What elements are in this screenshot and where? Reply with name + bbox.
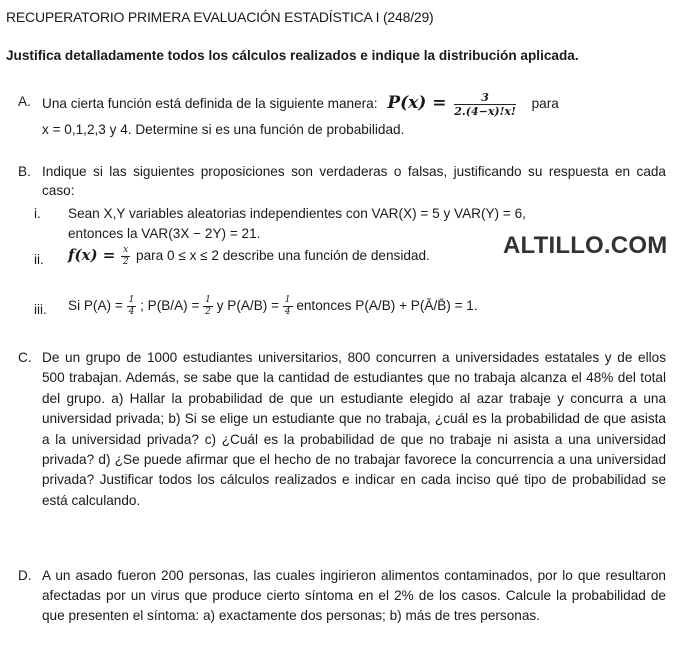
question-a-frac-den: 2.(4−x)!x! (454, 105, 516, 118)
question-b-iii-mid2: y P(A/B) = (216, 298, 280, 314)
question-a-line1 (42, 92, 654, 117)
question-a-frac-num: 3 (454, 92, 516, 105)
question-b-iii-frac1-den: 4 (128, 307, 135, 317)
question-b-ii-frac-num: x (123, 245, 129, 255)
question-c-letter: C. (18, 350, 32, 365)
question-b-ii-line (68, 246, 430, 267)
question-b-iii-frac2-den: 2 (205, 307, 211, 317)
question-a-line2: x = 0,1,2,3 y 4. Determine si es una función de probabilidad. (42, 122, 405, 137)
question-b-iii-frac3-num: 1 (284, 295, 291, 305)
question-b-iii-frac2-num: 1 (205, 295, 211, 305)
question-b-ii-frac-den: 2 (122, 257, 129, 267)
question-b-ii-func: f(x) = (68, 246, 116, 265)
question-a-fraction (454, 92, 516, 117)
instructions: Justifica detalladamente todos los cálculos realizados e indique la distribución aplicada. (6, 48, 579, 63)
question-b-iii-frac3 (283, 296, 293, 317)
question-b-iii-frac1-num: 1 (128, 295, 135, 305)
question-b-i-number: i. (34, 206, 41, 221)
question-b-iii-number: iii. (34, 302, 47, 317)
question-a-letter: A. (18, 94, 31, 109)
exam-title: RECUPERATORIO PRIMERA EVALUACIÓN ESTADÍSTICA I (248/29) (6, 9, 434, 25)
question-b-letter: B. (18, 164, 31, 179)
question-b-iii-mid1: ; P(B/A) = (140, 298, 200, 314)
question-b-intro: Indique si las siguientes proposiciones son verdaderas o falsas, justificando su respuesta en cada caso: (42, 164, 666, 198)
question-c-text: De un grupo de 1000 estudiantes universitarios, 800 concurren a universidades estatales y de ellos 500 trabajan. Además, se sabe que la cantidad de estudiantes que no trabaja alcanza el 48% del total del grupo. a) Hallar la probabilidad de que un estudiante elegido al azar trabaje y concurra a una universidad privada; b) Si se elige un estudiante que no trabaja, ¿cuál es la probabilidad de que asista a la universidad privada? c) ¿Cuál es la probabilidad de que no trabaje ni asista a una universidad privada? d) ¿Se puede afirmar que el hecho de no trabajar favorece la concurrencia a una universidad privada? Justificar todos los cálculos realizados e indicar en cada inciso qué tipo de probabilidad se está calculando. (42, 350, 666, 508)
watermark-logo: ALTILLO.COM (503, 232, 668, 259)
question-b-i-line2: entonces la VAR(3X − 2Y) = 21. (68, 226, 261, 241)
question-b-iii-frac2 (203, 296, 213, 317)
question-b-iii-si: Si P(A) = (68, 298, 123, 314)
question-a-func: P(x) = (387, 93, 447, 114)
question-d-letter: D. (18, 568, 32, 583)
question-b-ii-tail: para 0 ≤ x ≤ 2 describe una función de densidad. (136, 248, 430, 264)
question-b-i-line1: Sean X,Y variables aleatorias independientes con VAR(X) = 5 y VAR(Y) = 6, (68, 206, 526, 221)
question-b-iii-frac1 (127, 296, 137, 317)
question-b-iii-line (68, 296, 478, 317)
question-a-lead: Una cierta función está definida de la siguiente manera: (42, 96, 378, 112)
question-d-text: A un asado fueron 200 personas, las cuales ingirieron alimentos contaminados, por lo que resultaron afectadas por un virus que produce cierto síntoma en el 2% de los casos. Calcule la probabilidad de que presenten el síntoma: a) exactamente dos personas; b) más de tres personas. (42, 568, 666, 623)
question-b-ii-number: ii. (34, 252, 44, 267)
question-b-ii-fraction (121, 246, 130, 267)
question-a-tail: para (531, 96, 559, 112)
question-b-iii-tail: entonces P(A/B) + P(Ā/B̄) = 1. (296, 298, 478, 314)
question-b-iii-frac3-den: 4 (284, 307, 291, 317)
